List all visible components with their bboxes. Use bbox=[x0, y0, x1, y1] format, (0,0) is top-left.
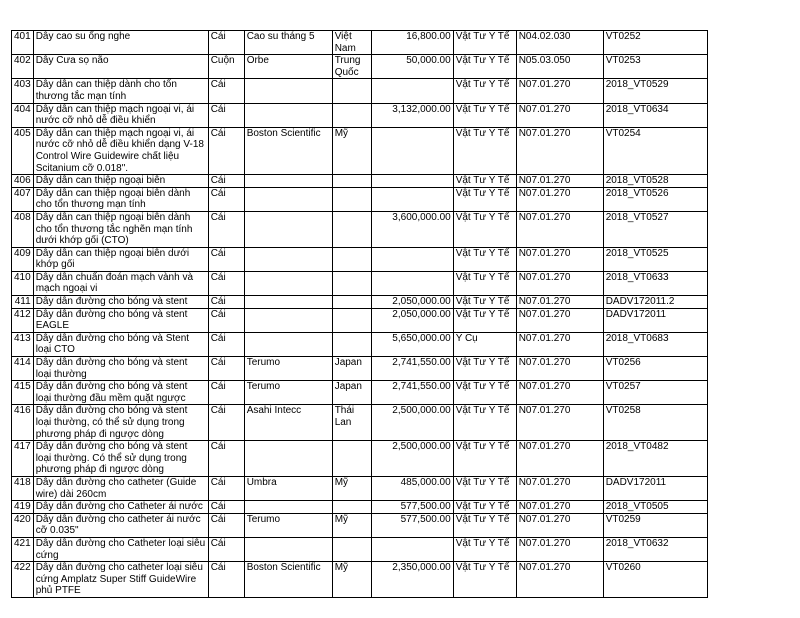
item-group: Vật Tư Y Tế bbox=[453, 405, 516, 441]
item-origin: Mỹ bbox=[332, 476, 371, 500]
item-code: N07.01.270 bbox=[516, 247, 603, 271]
item-code: N07.01.270 bbox=[516, 513, 603, 537]
item-code: N07.01.270 bbox=[516, 296, 603, 309]
row-number: 411 bbox=[12, 296, 34, 309]
item-manufacturer: Boston Scientific bbox=[244, 127, 332, 174]
item-group: Vật Tư Y Tế bbox=[453, 103, 516, 127]
item-code: N07.01.270 bbox=[516, 271, 603, 295]
item-code: N07.01.270 bbox=[516, 501, 603, 514]
item-name: Dây dẫn đường cho bóng và stent loại thường đầu mềm quặt ngược bbox=[33, 381, 208, 405]
row-number: 414 bbox=[12, 357, 34, 381]
item-code: N07.01.270 bbox=[516, 127, 603, 174]
item-unit: Cái bbox=[208, 211, 244, 247]
item-unit: Cái bbox=[208, 501, 244, 514]
row-number: 406 bbox=[12, 175, 34, 188]
row-number: 410 bbox=[12, 271, 34, 295]
item-name: Dây dẫn can thiệp mạch ngoại vi, ái nước cỡ nhỏ dễ điều khiển bbox=[33, 103, 208, 127]
item-origin bbox=[332, 501, 371, 514]
item-name: Dây dẫn can thiệp ngoại biên dành cho tổn thương mạn tính bbox=[33, 187, 208, 211]
item-manufacturer bbox=[244, 247, 332, 271]
item-reference: VT0259 bbox=[603, 513, 707, 537]
table-row bbox=[12, 296, 708, 309]
item-price: 2,741,550.00 bbox=[371, 381, 453, 405]
item-name: Dây dẫn đường cho Catheter ái nước bbox=[33, 501, 208, 514]
item-group: Vật Tư Y Tế bbox=[453, 562, 516, 598]
item-group: Vật Tư Y Tế bbox=[453, 187, 516, 211]
item-unit: Cuộn bbox=[208, 55, 244, 79]
item-group: Vật Tư Y Tế bbox=[453, 31, 516, 55]
item-manufacturer bbox=[244, 187, 332, 211]
item-reference: VT0252 bbox=[603, 31, 707, 55]
row-number: 409 bbox=[12, 247, 34, 271]
item-unit: Cái bbox=[208, 127, 244, 174]
table-row bbox=[12, 562, 708, 598]
item-reference: VT0256 bbox=[603, 357, 707, 381]
item-group: Vật Tư Y Tế bbox=[453, 211, 516, 247]
item-manufacturer bbox=[244, 308, 332, 332]
item-manufacturer: Asahi Intecc bbox=[244, 405, 332, 441]
item-unit: Cái bbox=[208, 405, 244, 441]
item-name: Dây dẫn đường cho bóng và stent loại thường bbox=[33, 357, 208, 381]
item-unit: Cái bbox=[208, 296, 244, 309]
row-number: 413 bbox=[12, 332, 34, 356]
item-manufacturer: Boston Scientific bbox=[244, 562, 332, 598]
item-code: N07.01.270 bbox=[516, 103, 603, 127]
item-reference: DADV172011.2 bbox=[603, 296, 707, 309]
item-reference: 2018_VT0634 bbox=[603, 103, 707, 127]
item-reference: DADV172011 bbox=[603, 476, 707, 500]
item-group: Vật Tư Y Tế bbox=[453, 357, 516, 381]
item-reference: 2018_VT0526 bbox=[603, 187, 707, 211]
item-name: Dây dẫn đường cho bóng và stent bbox=[33, 296, 208, 309]
item-manufacturer bbox=[244, 103, 332, 127]
item-group: Vật Tư Y Tế bbox=[453, 537, 516, 561]
table-row bbox=[12, 103, 708, 127]
table-row bbox=[12, 127, 708, 174]
item-unit: Cái bbox=[208, 332, 244, 356]
item-price: 2,500,000.00 bbox=[371, 441, 453, 477]
table-row bbox=[12, 271, 708, 295]
table-row bbox=[12, 441, 708, 477]
item-manufacturer bbox=[244, 441, 332, 477]
item-price bbox=[371, 79, 453, 103]
table-row bbox=[12, 31, 708, 55]
item-manufacturer bbox=[244, 175, 332, 188]
table-row bbox=[12, 55, 708, 79]
item-code: N07.01.270 bbox=[516, 175, 603, 188]
table-row bbox=[12, 476, 708, 500]
item-price bbox=[371, 175, 453, 188]
item-group: Vật Tư Y Tế bbox=[453, 79, 516, 103]
item-origin bbox=[332, 271, 371, 295]
table-row bbox=[12, 405, 708, 441]
table-row bbox=[12, 381, 708, 405]
item-manufacturer bbox=[244, 501, 332, 514]
item-group: Vật Tư Y Tế bbox=[453, 308, 516, 332]
item-price bbox=[371, 537, 453, 561]
row-number: 412 bbox=[12, 308, 34, 332]
item-price: 2,050,000.00 bbox=[371, 308, 453, 332]
item-price bbox=[371, 247, 453, 271]
table-row bbox=[12, 79, 708, 103]
item-group: Y Cụ bbox=[453, 332, 516, 356]
item-group: Vật Tư Y Tế bbox=[453, 476, 516, 500]
item-origin bbox=[332, 537, 371, 561]
item-price: 3,132,000.00 bbox=[371, 103, 453, 127]
item-name: Dây dẫn đường cho bóng và stent loại thường, có thể sử dụng trong phương pháp đi ngược dòng bbox=[33, 405, 208, 441]
item-reference: 2018_VT0527 bbox=[603, 211, 707, 247]
item-unit: Cái bbox=[208, 175, 244, 188]
item-group: Vật Tư Y Tế bbox=[453, 55, 516, 79]
item-manufacturer: Cao su tháng 5 bbox=[244, 31, 332, 55]
item-price: 50,000.00 bbox=[371, 55, 453, 79]
item-manufacturer: Terumo bbox=[244, 513, 332, 537]
item-price: 2,500,000.00 bbox=[371, 405, 453, 441]
item-unit: Cái bbox=[208, 247, 244, 271]
item-code: N05.03.050 bbox=[516, 55, 603, 79]
table-body bbox=[12, 31, 708, 598]
item-origin: Mỹ bbox=[332, 562, 371, 598]
item-name: Dây Cưa sọ não bbox=[33, 55, 208, 79]
row-number: 404 bbox=[12, 103, 34, 127]
item-name: Dây dẫn đường cho catheter ái nước cỡ 0.035" bbox=[33, 513, 208, 537]
item-price: 3,600,000.00 bbox=[371, 211, 453, 247]
item-price bbox=[371, 187, 453, 211]
item-name: Dây dẫn đường cho catheter loại siêu cứng Amplatz Super Stiff GuideWire phủ PTFE bbox=[33, 562, 208, 598]
row-number: 408 bbox=[12, 211, 34, 247]
item-code: N07.01.270 bbox=[516, 562, 603, 598]
item-reference: 2018_VT0632 bbox=[603, 537, 707, 561]
item-code: N07.01.270 bbox=[516, 357, 603, 381]
row-number: 420 bbox=[12, 513, 34, 537]
item-name: Dây dẫn đường cho catheter (Guide wire) dài 260cm bbox=[33, 476, 208, 500]
item-price: 2,741,550.00 bbox=[371, 357, 453, 381]
item-manufacturer bbox=[244, 79, 332, 103]
item-unit: Cái bbox=[208, 308, 244, 332]
item-reference: 2018_VT0528 bbox=[603, 175, 707, 188]
item-reference: 2018_VT0633 bbox=[603, 271, 707, 295]
item-group: Vật Tư Y Tế bbox=[453, 441, 516, 477]
item-unit: Cái bbox=[208, 476, 244, 500]
item-manufacturer bbox=[244, 211, 332, 247]
item-price bbox=[371, 271, 453, 295]
item-manufacturer bbox=[244, 537, 332, 561]
item-reference: 2018_VT0505 bbox=[603, 501, 707, 514]
item-price: 2,050,000.00 bbox=[371, 296, 453, 309]
item-name: Dây dẫn can thiệp ngoại biên dưới khớp gối bbox=[33, 247, 208, 271]
item-name: Dây dẫn can thiệp mạch ngoại vi, ái nước cỡ nhỏ dễ điều khiển dạng V-18 Control Wire Guidewire chất liệu Scitanium cỡ 0.018". bbox=[33, 127, 208, 174]
row-number: 405 bbox=[12, 127, 34, 174]
item-name: Dây dẫn đường cho Catheter loại siêu cứng bbox=[33, 537, 208, 561]
item-origin bbox=[332, 103, 371, 127]
item-unit: Cái bbox=[208, 381, 244, 405]
item-group: Vật Tư Y Tế bbox=[453, 271, 516, 295]
item-origin: Japan bbox=[332, 357, 371, 381]
item-reference: DADV172011 bbox=[603, 308, 707, 332]
table-row bbox=[12, 175, 708, 188]
table-row bbox=[12, 308, 708, 332]
row-number: 401 bbox=[12, 31, 34, 55]
item-code: N07.01.270 bbox=[516, 537, 603, 561]
row-number: 418 bbox=[12, 476, 34, 500]
item-code: N07.01.270 bbox=[516, 441, 603, 477]
item-group: Vật Tư Y Tế bbox=[453, 175, 516, 188]
item-name: Dây dẫn đường cho bóng và Stent loại CTO bbox=[33, 332, 208, 356]
item-price: 5,650,000.00 bbox=[371, 332, 453, 356]
item-manufacturer: Terumo bbox=[244, 381, 332, 405]
item-reference: 2018_VT0529 bbox=[603, 79, 707, 103]
item-manufacturer: Orbe bbox=[244, 55, 332, 79]
item-name: Dây dẫn can thiệp ngoại biên dành cho tổn thương tắc nghẽn mạn tính dưới khớp gối (CTO) bbox=[33, 211, 208, 247]
item-origin: Japan bbox=[332, 381, 371, 405]
item-manufacturer bbox=[244, 296, 332, 309]
item-origin bbox=[332, 247, 371, 271]
table-row bbox=[12, 211, 708, 247]
table-row bbox=[12, 187, 708, 211]
item-group: Vật Tư Y Tế bbox=[453, 501, 516, 514]
table-row bbox=[12, 332, 708, 356]
item-name: Dây dẫn can thiệp dành cho tổn thương tắc mạn tính bbox=[33, 79, 208, 103]
item-reference: VT0254 bbox=[603, 127, 707, 174]
item-code: N07.01.270 bbox=[516, 332, 603, 356]
item-group: Vật Tư Y Tế bbox=[453, 381, 516, 405]
item-unit: Cái bbox=[208, 562, 244, 598]
item-origin: Việt Nam bbox=[332, 31, 371, 55]
item-unit: Cái bbox=[208, 103, 244, 127]
item-group: Vật Tư Y Tế bbox=[453, 127, 516, 174]
item-unit: Cái bbox=[208, 79, 244, 103]
item-origin bbox=[332, 308, 371, 332]
item-group: Vật Tư Y Tế bbox=[453, 296, 516, 309]
item-name: Dây cao su ống nghe bbox=[33, 31, 208, 55]
row-number: 407 bbox=[12, 187, 34, 211]
item-code: N07.01.270 bbox=[516, 476, 603, 500]
item-manufacturer bbox=[244, 332, 332, 356]
item-origin bbox=[332, 296, 371, 309]
item-manufacturer: Umbra bbox=[244, 476, 332, 500]
item-price: 2,350,000.00 bbox=[371, 562, 453, 598]
item-code: N07.01.270 bbox=[516, 211, 603, 247]
item-reference: 2018_VT0525 bbox=[603, 247, 707, 271]
row-number: 402 bbox=[12, 55, 34, 79]
table-row bbox=[12, 247, 708, 271]
supply-price-table bbox=[11, 30, 708, 598]
item-origin: Trung Quốc bbox=[332, 55, 371, 79]
row-number: 417 bbox=[12, 441, 34, 477]
row-number: 422 bbox=[12, 562, 34, 598]
item-unit: Cái bbox=[208, 537, 244, 561]
item-unit: Cái bbox=[208, 441, 244, 477]
item-group: Vật Tư Y Tế bbox=[453, 513, 516, 537]
item-price bbox=[371, 127, 453, 174]
item-code: N07.01.270 bbox=[516, 405, 603, 441]
item-name: Dây dẫn đường cho bóng và stent EAGLE bbox=[33, 308, 208, 332]
item-unit: Cái bbox=[208, 31, 244, 55]
item-origin: Mỹ bbox=[332, 127, 371, 174]
item-origin: Mỹ bbox=[332, 513, 371, 537]
item-reference: 2018_VT0482 bbox=[603, 441, 707, 477]
item-code: N07.01.270 bbox=[516, 187, 603, 211]
item-reference: VT0257 bbox=[603, 381, 707, 405]
item-code: N07.01.270 bbox=[516, 381, 603, 405]
item-unit: Cái bbox=[208, 357, 244, 381]
item-manufacturer bbox=[244, 271, 332, 295]
table-row bbox=[12, 357, 708, 381]
row-number: 416 bbox=[12, 405, 34, 441]
item-reference: 2018_VT0683 bbox=[603, 332, 707, 356]
item-price: 577,500.00 bbox=[371, 501, 453, 514]
item-reference: VT0253 bbox=[603, 55, 707, 79]
row-number: 419 bbox=[12, 501, 34, 514]
item-code: N04.02.030 bbox=[516, 31, 603, 55]
item-code: N07.01.270 bbox=[516, 79, 603, 103]
item-unit: Cái bbox=[208, 187, 244, 211]
row-number: 415 bbox=[12, 381, 34, 405]
item-origin bbox=[332, 441, 371, 477]
item-reference: VT0258 bbox=[603, 405, 707, 441]
item-manufacturer: Terumo bbox=[244, 357, 332, 381]
table-row bbox=[12, 513, 708, 537]
table-row bbox=[12, 501, 708, 514]
item-name: Dây dẫn can thiệp ngoại biên bbox=[33, 175, 208, 188]
item-price: 485,000.00 bbox=[371, 476, 453, 500]
item-origin bbox=[332, 211, 371, 247]
item-unit: Cái bbox=[208, 271, 244, 295]
row-number: 403 bbox=[12, 79, 34, 103]
row-number: 421 bbox=[12, 537, 34, 561]
item-origin bbox=[332, 332, 371, 356]
item-name: Dây dẫn đường cho bóng và stent loại thường. Có thể sử dụng trong phương pháp đi ngược dòng bbox=[33, 441, 208, 477]
item-group: Vật Tư Y Tế bbox=[453, 247, 516, 271]
item-origin bbox=[332, 79, 371, 103]
item-unit: Cái bbox=[208, 513, 244, 537]
item-origin bbox=[332, 187, 371, 211]
item-price: 16,800.00 bbox=[371, 31, 453, 55]
item-name: Dây dẫn chuẩn đoán mạch vành và mạch ngoại vi bbox=[33, 271, 208, 295]
item-price: 577,500.00 bbox=[371, 513, 453, 537]
item-code: N07.01.270 bbox=[516, 308, 603, 332]
table-row bbox=[12, 537, 708, 561]
item-origin: Thái Lan bbox=[332, 405, 371, 441]
item-reference: VT0260 bbox=[603, 562, 707, 598]
item-origin bbox=[332, 175, 371, 188]
